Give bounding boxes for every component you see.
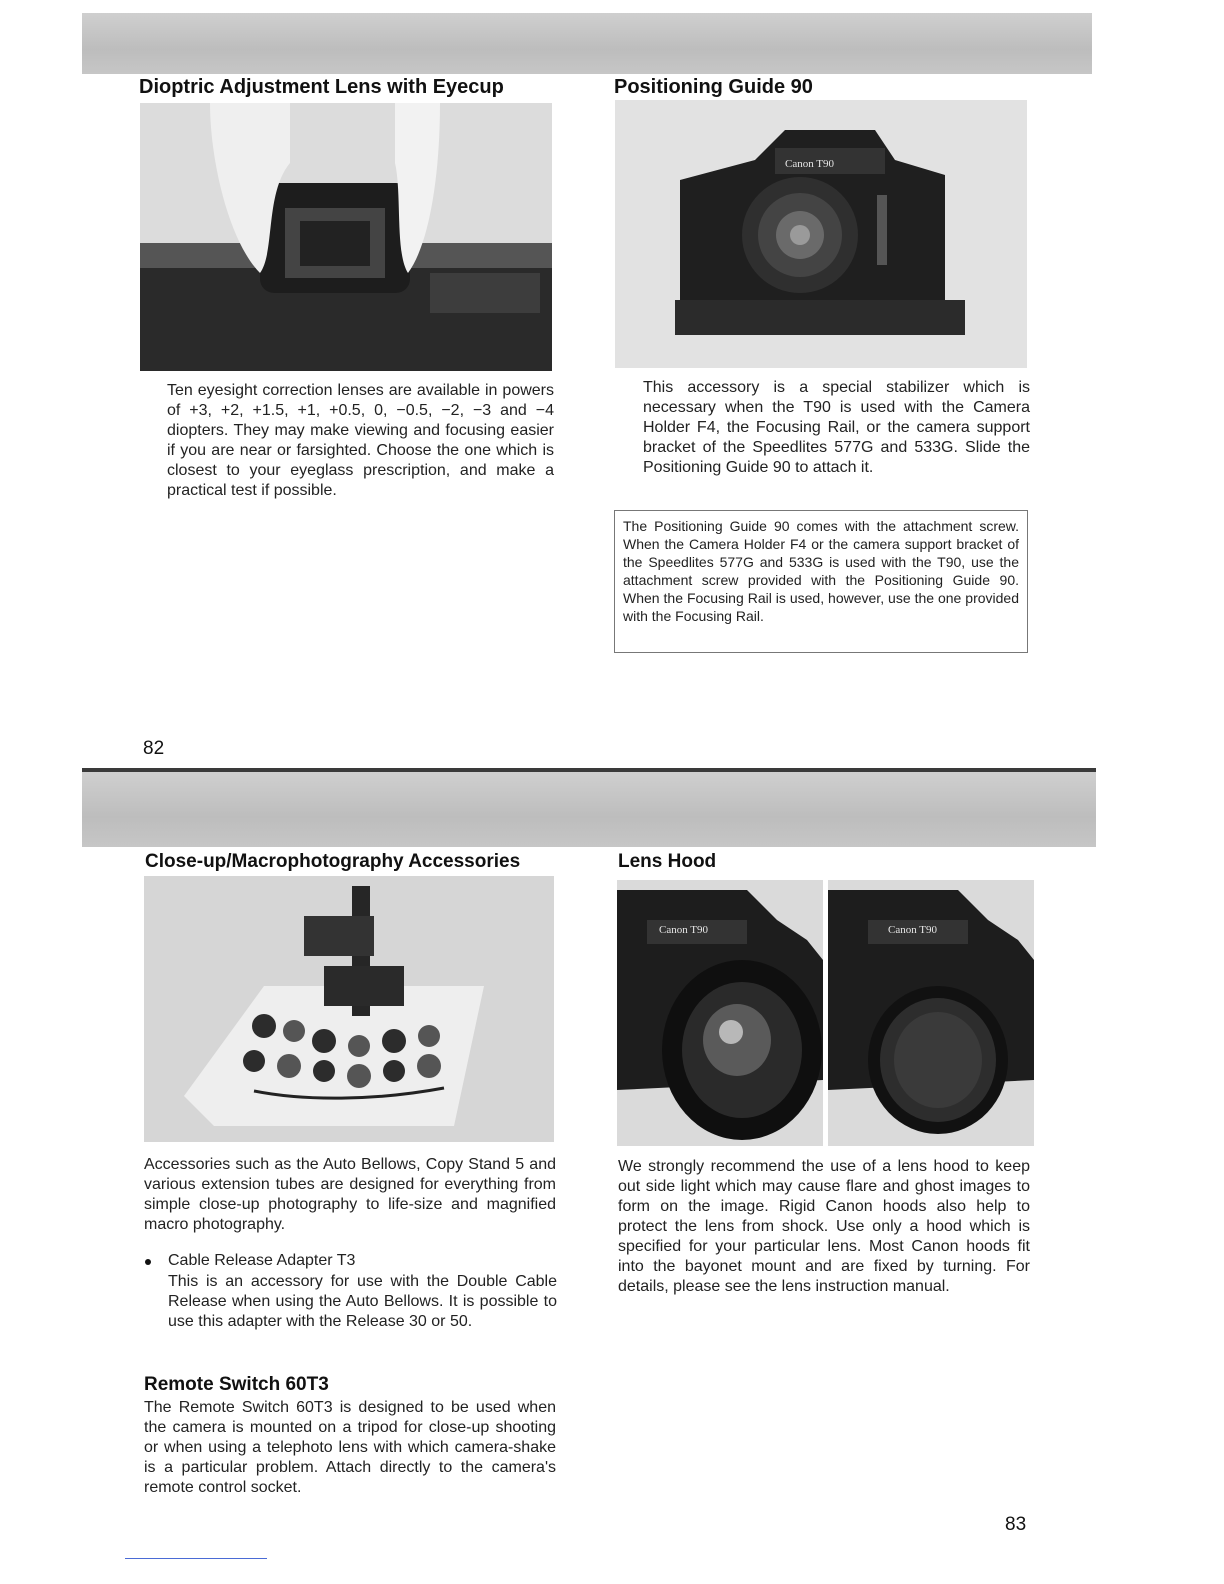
eyecup-photo bbox=[140, 103, 552, 371]
footer-rule bbox=[125, 1558, 267, 1559]
bottom-header-band bbox=[82, 772, 1096, 847]
cable-release-adapter-description: This is an accessory for use with the Double Cable Release when using the Auto Bellows. It is possible to use this adapter with the Release 30 or 50. bbox=[168, 1273, 557, 1330]
top-header-band bbox=[82, 13, 1092, 74]
page-number-83: 83 bbox=[1005, 1514, 1027, 1535]
remote-switch-description: The Remote Switch 60T3 is designed to be used when the camera is mounted on a tripod for close-up shooting or when using a telephoto lens with which camera-shake is a particular problem. Attach directly to the camera's remote control socket. bbox=[144, 1399, 556, 1496]
page-number-82: 82 bbox=[143, 738, 165, 759]
camera-badge-left: Canon T90 bbox=[659, 924, 708, 936]
closeup-macro-description: Accessories such as the Auto Bellows, Copy Stand 5 and various extension tubes are designed for everything from simple close-up photography to life-size and magnified macro photography. bbox=[144, 1156, 556, 1233]
lens-hood-heading: Lens Hood bbox=[618, 851, 717, 872]
positioning-guide-heading: Positioning Guide 90 bbox=[614, 76, 813, 98]
lens-hood-photo-left bbox=[617, 880, 823, 1146]
positioning-guide-note: The Positioning Guide 90 comes with the attachment screw. When the Camera Holder F4 or the camera support bracket of the Speedlites 577G and 533G is used with the T90, use the attachment screw provided with the Positioning Guide 90. When the Focusing Rail is used, however, use the one provided with the Focusing Rail. bbox=[623, 518, 1019, 624]
positioning-guide-photo bbox=[615, 100, 1027, 368]
cable-release-adapter-label: Cable Release Adapter T3 bbox=[168, 1252, 356, 1269]
positioning-guide-note-box bbox=[614, 510, 1028, 653]
lens-hood-photo-right bbox=[828, 880, 1034, 1146]
bullet-dot bbox=[145, 1259, 151, 1265]
positioning-guide-description: This accessory is a special stabilizer which is necessary when the T90 is used with the Camera Holder F4, the Focusing Rail, or the camera support bracket of the Speedlites 577G and 533G. Slide the Positioning Guide 90 to attach it. bbox=[643, 379, 1030, 476]
camera-badge: Canon T90 bbox=[785, 158, 834, 170]
dioptric-lens-heading: Dioptric Adjustment Lens with Eyecup bbox=[139, 76, 504, 98]
lens-hood-description: We strongly recommend the use of a lens hood to keep out side light which may cause flare and ghost images to form on the image. Rigid Canon hoods also help to protect the lens from shock. Use only a hood which is specified for your particular lens. Most Canon hoods fit into the bayonet mount and are fixed by turning. For details, please see the lens instruction manual. bbox=[618, 1158, 1030, 1295]
remote-switch-heading: Remote Switch 60T3 bbox=[144, 1374, 329, 1395]
camera-badge-right: Canon T90 bbox=[888, 924, 937, 936]
macro-accessories-photo bbox=[144, 876, 554, 1142]
dioptric-lens-description: Ten eyesight correction lenses are available in powers of +3, +2, +1.5, +1, +0.5, 0, −0.5, −2, −3 and −4 diopters. They may make viewing and focusing easier if you are near or farsighted. Choose the one which is closest to your eyeglass prescription, and make a practical test if possible. bbox=[167, 382, 554, 499]
closeup-macro-heading: Close-up/Macrophotography Accessories bbox=[145, 851, 521, 872]
